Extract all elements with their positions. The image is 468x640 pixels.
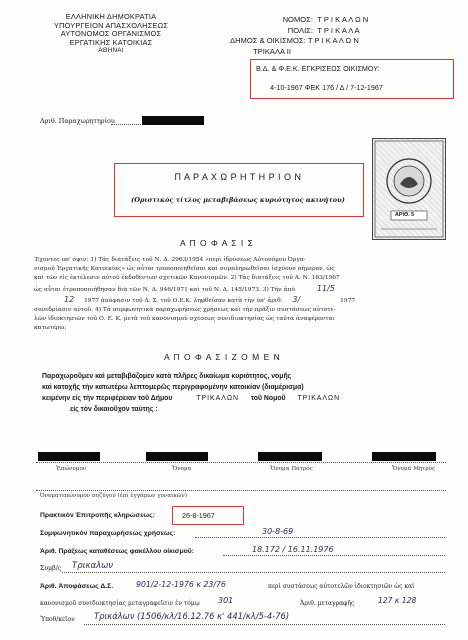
ministry-header — [46, 13, 176, 56]
dimos-value: Τ Ρ Ι Κ Α Λ Ω Ν — [307, 36, 359, 45]
file-deposit-value: 18.172 / 16.11.1976 — [252, 545, 334, 554]
surname-label: Ἐπώνυμον — [56, 466, 87, 472]
decision-line-1: Έχοντες υπ' όψιν: 1) Τάς διατάξεις τοῦ Ν. Δ. 2963/1954 «περὶ ἱδρύσεως Αὐτονόμου Ὀργα- — [34, 257, 306, 263]
transfer-value: 127 κ 128 — [378, 596, 417, 605]
lottery-value: 26-8-1967 — [182, 511, 215, 520]
header-line-5: ΑΘΗΝΑΙ — [98, 47, 124, 55]
concession-dots — [111, 124, 141, 125]
decision-paragraph — [34, 256, 355, 334]
polis-label: ΠΟΛΙΣ: — [287, 25, 313, 35]
decision-line-3: καὶ τῶν εἰς ἐκτέλεσιν αὐτοῦ ἐκδοθέντων σχετικῶν Κανονισμῶν. 2) Τάς διατάξεις τοῦ Α. Ν. 163/1967 — [34, 275, 340, 282]
file-dotted-line — [223, 555, 445, 556]
approval-value: 4-10-1967 ΦΕΚ 176 / Δ / 7-12-1967 — [270, 83, 383, 92]
handwritten-date-day: 11/5 — [316, 283, 335, 293]
decide-line-3b: τοῦ Νομοῦ — [250, 395, 286, 402]
regulation-text: κανονισμοῦ συνιδιοκτησίας μεταγραφεῖσιν ἐν τόμῳ — [40, 600, 200, 607]
board-decision-label: Ἀριθ. Ἀποφάσεως Δ.Σ. — [40, 583, 114, 590]
extra-value: ΤΡΙΚΑΛΑ ΙΙ — [253, 46, 291, 56]
decision-line-5-end: 1977 — [340, 297, 356, 304]
dimos-label: ΔΗΜΟΣ & ΟΙΚΙΣΜΟΣ: — [230, 36, 306, 45]
father-name-label: Ὄνομα Πατρός — [270, 466, 313, 472]
document-subtitle: (Οριστικός τίτλος μεταβιβάσεως κυριότητος ακινήτου) — [131, 196, 345, 204]
mother-name-label: Ὄνομα Μητρός — [392, 466, 436, 472]
header-line-1: ΕΛΛΗΝΙΚΗ ΔΗΜΟΚΡΑΤΙΑ — [65, 12, 157, 21]
approval-title: Β.Δ. & Φ.Ε.Κ. ΕΓΚΡΙΣΕΩΣ ΟΙΚΙΣΜΟΥ: — [256, 64, 380, 73]
document-title: Π Α Ρ Α Χ Ω Ρ Η Τ Η Ρ Ι Ο Ν — [174, 172, 302, 182]
redaction-mother-name — [372, 452, 436, 461]
file-deposit-label: Ἀριθ. Πράξεως καταθέσεως φακέλλου οἰκισμοῦ: — [40, 548, 194, 555]
lottery-label: Πρακτικὸν Ἐπιτροπῆς κληρώσεως: — [40, 512, 155, 519]
decide-heading: Α Π Ο Φ Α Σ Ι Ζ Ο Μ Ε Ν — [164, 352, 281, 362]
seal-emblem-icon — [373, 139, 445, 239]
redaction-surname — [38, 452, 100, 461]
name-label: Ὄνομα — [172, 466, 192, 472]
decide-paragraph — [42, 371, 340, 415]
notary-dotted-line — [62, 572, 445, 573]
nomos-label: ΝΟΜΟΣ: — [282, 15, 313, 24]
mortgage-dotted-line — [84, 624, 445, 625]
mortgage-office-label: Ὑποθ/κεῖον — [40, 616, 75, 623]
decision-line-2: νισμοῦ Ἐργατικῆς Κατοικίας» ὡς αὗται τροποποιηθεῖσαι καὶ συμπληρωθεῖσαι ἰσχύουν σήμερον, ὡς — [34, 266, 335, 273]
polis-value: Τ Ρ Ι Κ Α Λ Α — [317, 25, 360, 35]
handwritten-date-month: 12 — [64, 294, 75, 304]
spouse-dotted-line — [36, 490, 446, 491]
header-line-3: ΑΥΤΟΝΟΜΟΣ ΟΡΓΑΝΙΣΜΟΣ — [60, 29, 162, 39]
redaction-concession-number — [142, 116, 204, 125]
nomos-name: ΤΡΙΚΑΛΩΝ — [297, 395, 341, 402]
spouse-label: Ὀνοματεπώνυμον συζύγου (ἐπὶ ἐγγάμων γυναικῶν) — [40, 493, 187, 499]
handwritten-session-number: 3/ — [292, 294, 301, 304]
mortgage-office-value: Τρικάλων (1506/κλ/16.12.76 κ' 441/κλ/5-4-76) — [94, 611, 290, 621]
decision-line-7: λῶν ἰδιοκτησιῶν τοῦ Ο. Ε. Κ. μετὰ τοῦ κανονισμοῦ σχέσεως συνιδιοκτησίας ὡς ταῦτα ἀναφέρονται — [34, 316, 335, 323]
decision-line-5: 1977 ἀπόφασιν τοῦ Δ. Σ. τοῦ Ο.Ε.Κ. ληφθεῖσαν κατὰ τὴν ὑπ' ἀριθ. — [84, 297, 283, 304]
decision-line-8: κατωτέρω: — [34, 325, 67, 332]
volume-value: 301 — [218, 596, 234, 605]
seal-stamp — [372, 138, 446, 240]
decision-line-4: ὡς αὗται ἐτροποποιήθησαν διὰ τῶν Ν. Δ. 946/1971 καὶ τοῦ Ν. Δ. 145/1973. 3) Τὴν ἀπὸ — [34, 286, 295, 293]
header-line-4: ΕΡΓΑΤΙΚΗΣ ΚΑΤΟΙΚΙΑΣ — [69, 37, 153, 47]
decision-line-6: συνεδρίασιν αὐτοῦ. 4) Τὰ συμφωνητικὰ παραχωρήσεως χρήσεως καὶ τὴν πρᾶξιν συστάσεως αὐτοτε- — [34, 307, 336, 314]
nomos-value: Τ Ρ Ι Κ Α Λ Ω Ν — [317, 15, 369, 24]
agreement-dotted-line — [195, 537, 445, 538]
transfer-label: Ἀριθ. μεταγραφῆς — [300, 600, 355, 607]
redaction-father-name — [258, 452, 322, 461]
decision-heading: Α Π Ο Φ Α Σ Ι Σ — [180, 238, 254, 248]
concession-number-label: Αριθ. Παραχωρητηρίου — [40, 117, 115, 125]
redaction-name — [146, 452, 208, 461]
decide-line-4: εἰς τὸν δικαιοῦχον ταύτης : — [70, 406, 158, 413]
notary-label: Συμβ/ς — [40, 565, 62, 572]
dimos-name: ΤΡΙΚΑΛΩΝ — [196, 395, 239, 402]
agreement-value: 30-8-69 — [262, 527, 294, 536]
notary-value: Τρικαλων — [72, 561, 113, 571]
header-line-2: ΥΠΟΥΡΓΕΙΟΝ ΑΠΑΣΧΟΛΗΣΕΩΣ — [53, 20, 169, 30]
names-dotted-line — [36, 462, 446, 463]
decide-line-3a: κειμένην εἰς τὴν περιφέρειαν τοῦ Δήμου — [42, 395, 173, 402]
board-decision-text: περὶ συστάσεως αὐτοτελῶν ἰδιοκτησιῶν ὡς καὶ — [268, 583, 415, 590]
agreement-label: Συμφωνητικὸν παραχωρήσεως χρήσεως: — [40, 530, 176, 537]
decide-line-1: Παραχωροῦμεν καὶ μεταβιβάζομεν κατὰ πλῆρες δικαίωμα κυριότητος, νομῆς — [42, 373, 292, 380]
location-header — [230, 15, 369, 57]
board-decision-value: 901/2-12-1976 κ 23/76 — [136, 580, 226, 589]
stamp-text: ΑΡΙΘ. 5 — [395, 212, 415, 218]
decide-line-2: καὶ κατοχῆς τὴν κατωτέρω λεπτομερῶς περιγραφομένην κατοικίαν (διαμέρισμα) — [42, 384, 304, 391]
